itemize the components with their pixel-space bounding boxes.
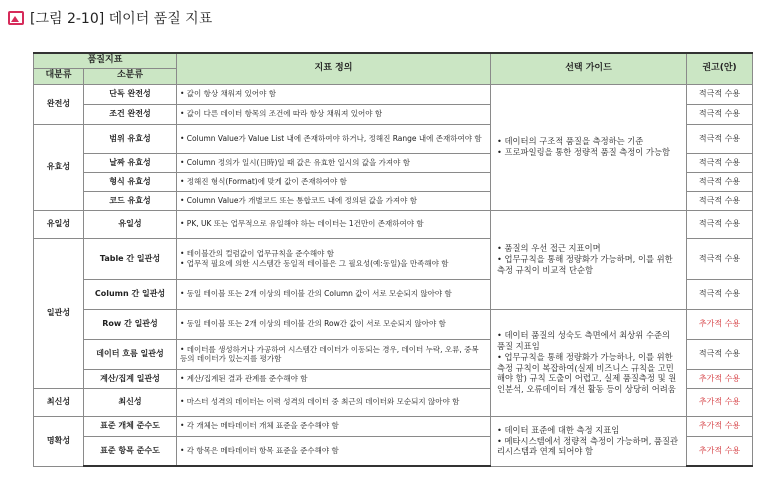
minor-cell: Row 간 일관성 [84, 309, 177, 339]
minor-cell: 최신성 [84, 388, 177, 416]
major-clarity: 명확성 [34, 416, 84, 466]
recommendation-cell: 적극적 수용 [687, 172, 753, 191]
definition-cell: • 데이터를 생성하거나 가공하여 시스템간 데이터가 이동되는 경우, 데이터 누락, 오류, 중복 등의 데이터가 있는지를 평가함 [177, 339, 491, 369]
recommendation-cell: 적극적 수용 [687, 210, 753, 238]
guide-maturity: • 데이터 품질의 성숙도 측면에서 최상위 수준의 품질 지표임 • 업무규칙을 통해 정량화가 가능하나, 이를 위한 측정 규칙이 복잡하여(실제 비즈니스 규칙을 고민해야 함) 규칙 도출이 어렵고, 실제 품질측정 및 원인분석, 오류데이터 개선 활동 등이 상당히 어려움 [491, 309, 687, 416]
recommendation-cell: 적극적 수용 [687, 191, 753, 210]
recommendation-cell: 적극적 수용 [687, 84, 753, 104]
figure-title [8, 8, 212, 28]
minor-cell: Table 간 일관성 [84, 238, 177, 279]
definition-cell: • Column Value가 개별코드 또는 통합코드 내에 정의된 값을 가져야 함 [177, 191, 491, 210]
minor-cell: 범위 유효성 [84, 124, 177, 153]
minor-cell: 표준 항목 준수도 [84, 436, 177, 466]
minor-cell: 계산/집계 일관성 [84, 369, 177, 388]
definition-cell: • Column 정의가 일시(日時)일 때 값은 유효한 일시의 값을 가져야 함 [177, 153, 491, 172]
minor-cell: 단독 완전성 [84, 84, 177, 104]
major-timeliness: 최신성 [34, 388, 84, 416]
header-minor: 소분류 [84, 68, 177, 84]
definition-cell: • 각 개체는 메타데이터 개체 표준을 준수해야 함 [177, 416, 491, 436]
recommendation-cell: 추가적 수용 [687, 309, 753, 339]
recommendation-cell: 적극적 수용 [687, 104, 753, 124]
recommendation-cell: 적극적 수용 [687, 339, 753, 369]
figure-caption: [그림 2-10] 데이터 품질 지표 [30, 11, 213, 27]
minor-cell: 형식 유효성 [84, 172, 177, 191]
definition-cell: • Column Value가 Value List 내에 존재하여야 하거나, 정해진 Range 내에 존재하여야 함 [177, 124, 491, 153]
recommendation-cell: 추가적 수용 [687, 416, 753, 436]
major-completeness: 완전성 [34, 84, 84, 124]
minor-cell: 데이터 흐름 일관성 [84, 339, 177, 369]
major-consistency: 일관성 [34, 238, 84, 388]
header-major: 대분류 [34, 68, 84, 84]
guide-priority: • 품질의 우선 접근 지표이며 • 업무규칙을 통해 정량화가 가능하며, 이를 위한 측정 규칙이 비교적 단순함 [491, 210, 687, 309]
image-icon [8, 11, 24, 25]
definition-cell: • 동일 테이블 또는 2개 이상의 테이블 간의 Row간 값이 서로 모순되지 않아야 함 [177, 309, 491, 339]
definition-cell: • 값이 다른 데이터 항목의 조건에 따라 항상 채워져 있어야 함 [177, 104, 491, 124]
minor-cell: Column 간 일관성 [84, 279, 177, 309]
major-uniqueness: 유일성 [34, 210, 84, 238]
minor-cell: 날짜 유효성 [84, 153, 177, 172]
recommendation-cell: 적극적 수용 [687, 279, 753, 309]
major-validity: 유효성 [34, 124, 84, 210]
recommendation-cell: 적극적 수용 [687, 238, 753, 279]
minor-cell: 조건 완전성 [84, 104, 177, 124]
definition-cell: • 값이 항상 채워져 있어야 함 [177, 84, 491, 104]
definition-cell: • 정해진 형식(Format)에 맞게 값이 존재하여야 함 [177, 172, 491, 191]
definition-cell: • 각 항목은 메타데이터 항목 표준을 준수해야 함 [177, 436, 491, 466]
definition-cell: • 테이블간의 컬럼값이 업무규칙을 준수해야 함 • 업무적 필요에 의한 시스템간 동일적 테이블은 그 필요성(예:동일)을 만족해야 함 [177, 238, 491, 279]
header-recommendation: 권고(안) [687, 53, 753, 84]
guide-structural: • 데이터의 구조적 품질을 측정하는 기준 • 프로파일링을 통한 정량적 품질 측정이 가능함 [491, 84, 687, 210]
header-definition: 지표 정의 [177, 53, 491, 84]
minor-cell: 표준 개체 준수도 [84, 416, 177, 436]
recommendation-cell: 추가적 수용 [687, 369, 753, 388]
recommendation-cell: 적극적 수용 [687, 124, 753, 153]
definition-cell: • 계산/집계된 결과 관계를 준수해야 함 [177, 369, 491, 388]
minor-cell: 코드 유효성 [84, 191, 177, 210]
recommendation-cell: 추가적 수용 [687, 388, 753, 416]
recommendation-cell: 추가적 수용 [687, 436, 753, 466]
definition-cell: • PK, UK 또는 업무적으로 유일해야 하는 데이터는 1건만이 존재하여야 함 [177, 210, 491, 238]
minor-cell: 유일성 [84, 210, 177, 238]
header-guide: 선택 가이드 [491, 53, 687, 84]
guide-standard: • 데이터 표준에 대한 측정 지표임 • 메타시스템에서 정량적 측정이 가능하며, 품질관리시스템과 연계 되어야 함 [491, 416, 687, 466]
quality-index-table [33, 52, 753, 467]
recommendation-cell: 적극적 수용 [687, 153, 753, 172]
definition-cell: • 마스터 성격의 데이터는 이력 성격의 데이터 중 최근의 데이터와 모순되지 않아야 함 [177, 388, 491, 416]
definition-cell: • 동일 테이블 또는 2개 이상의 테이블 간의 Column 값이 서로 모순되지 않아야 함 [177, 279, 491, 309]
header-quality-index: 품질지표 [34, 53, 177, 68]
